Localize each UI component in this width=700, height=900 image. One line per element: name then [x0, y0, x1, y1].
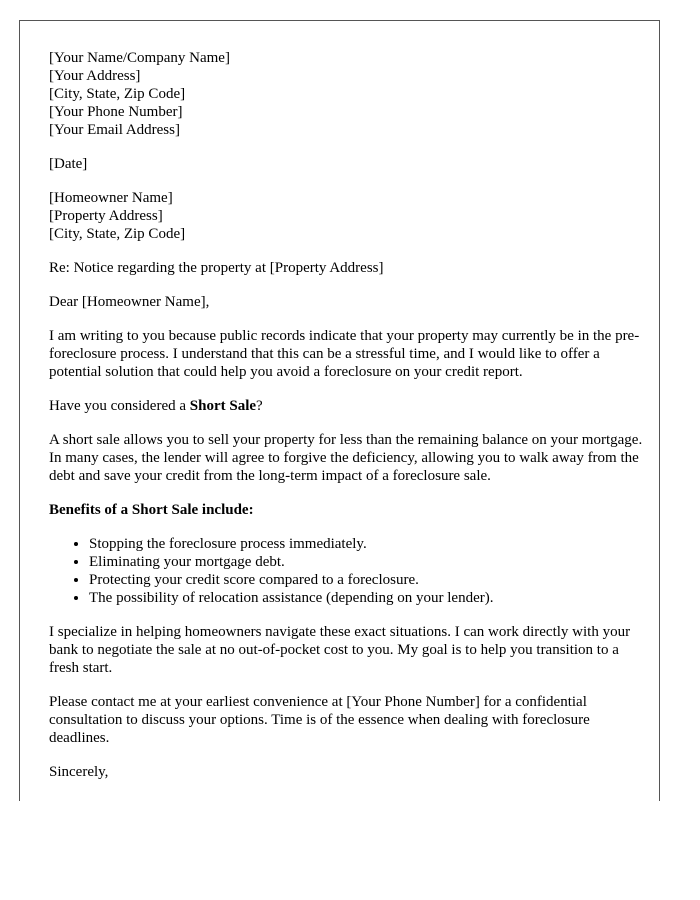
closing: Sincerely, — [49, 764, 109, 780]
benefits-list — [49, 535, 649, 607]
recipient-city-state-zip: [City, State, Zip Code] — [49, 226, 186, 242]
benefit-item: • Stopping the foreclosure process immediately. — [89, 535, 649, 553]
short-sale-explanation: A short sale allows you to sell your property for less than the remaining balance on your mortgage. In many cases, the lender will agree to forgive the deficiency, allowing you to walk away from the debt and save your credit from the long-term impact of a foreclosure sale. — [49, 432, 643, 484]
subject-line: Re: Notice regarding the property at [Property Address] — [49, 260, 384, 276]
benefit-item: • Protecting your credit score compared to a foreclosure. — [89, 571, 649, 589]
sender-email: [Your Email Address] — [49, 122, 180, 138]
salutation: Dear [Homeowner Name], — [49, 294, 210, 310]
recipient-block — [49, 189, 649, 243]
specialization-paragraph: I specialize in helping homeowners navigate these exact situations. I can work directly with your bank to negotiate the sale at no out-of-pocket cost to you. My goal is to help you transition to a fresh start. — [49, 624, 631, 676]
recipient-name: [Homeowner Name] — [49, 190, 173, 206]
benefit-item: • Eliminating your mortgage debt. — [89, 553, 649, 571]
question-suffix: ? — [256, 398, 263, 414]
sender-address: [Your Address] — [49, 68, 141, 84]
benefits-heading — [49, 501, 649, 519]
benefit-item: • The possibility of relocation assistance (depending on your lender). — [89, 589, 649, 607]
contact-paragraph: Please contact me at your earliest convenience at [Your Phone Number] for a confidential consultation to discuss your options. Time is of the essence when dealing with foreclosure deadlines. — [49, 694, 590, 746]
intro-paragraph: I am writing to you because public records indicate that your property may currently be in the pre-foreclosure process. I understand that this can be a stressful time, and I would like to offer a potential solution that could help you avoid a foreclosure on your credit report. — [49, 328, 640, 380]
sender-name: [Your Name/Company Name] — [49, 50, 230, 66]
sender-phone: [Your Phone Number] — [49, 104, 183, 120]
letter-content — [49, 49, 649, 797]
sender-block — [49, 49, 649, 139]
question-prefix: Have you considered a — [49, 398, 190, 414]
short-sale-question — [49, 397, 649, 415]
question-bold-term: Short Sale — [189, 398, 257, 414]
recipient-address: [Property Address] — [49, 208, 163, 224]
benefits-heading-text: Benefits of a Short Sale include: — [49, 502, 254, 518]
letter-date: [Date] — [49, 156, 88, 172]
sender-city-state-zip: [City, State, Zip Code] — [49, 86, 186, 102]
letter-page — [19, 20, 660, 801]
